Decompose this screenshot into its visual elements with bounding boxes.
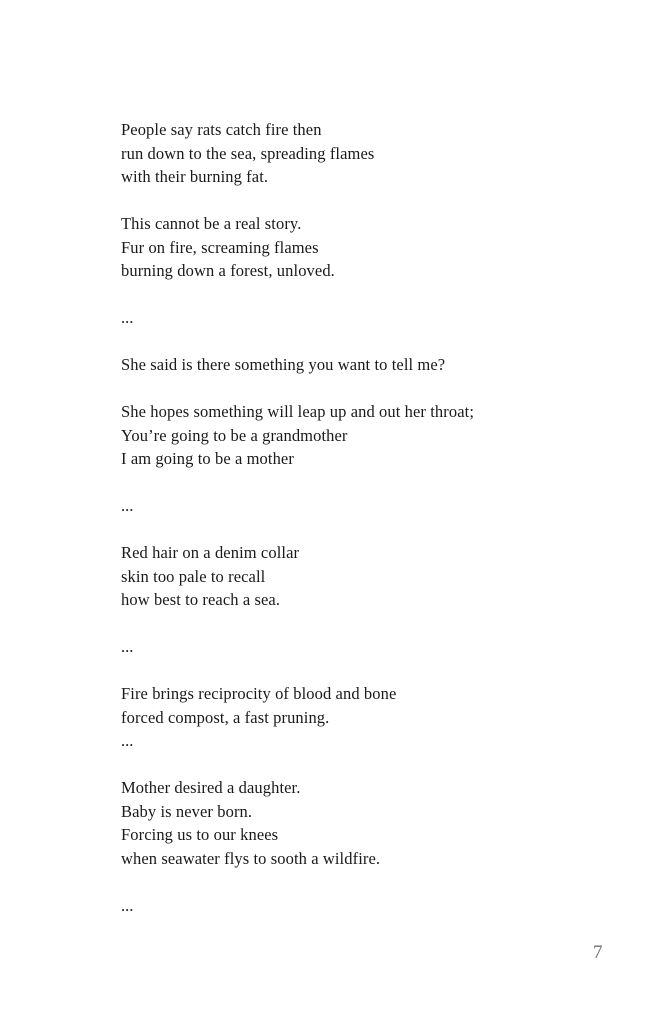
section-ellipsis: ... [121, 637, 134, 656]
poem-line: run down to the sea, spreading flames [121, 143, 375, 163]
poem-line: People say rats catch fire then [121, 120, 322, 139]
poem-line: Fire brings reciprocity of blood and bone [121, 684, 397, 703]
stanza-break [121, 283, 621, 307]
poem-line: I am going to be a mother [121, 449, 294, 468]
stanza-break [121, 377, 621, 401]
poem-line: This cannot be a real story. [121, 214, 302, 233]
stanza-break [121, 330, 621, 354]
poem-line: Forcing us to our knees [121, 825, 279, 844]
stanza-break [121, 659, 621, 683]
page-number: 7 [593, 942, 603, 963]
section-ellipsis: ... [121, 731, 134, 750]
poem-line: forced compost, a fast pruning. [121, 707, 330, 727]
poem-line: how best to reach a sea. [121, 590, 281, 609]
poem-line: skin too pale to recall [121, 566, 266, 586]
stanza-break [121, 471, 621, 495]
poem-line: Fur on fire, screaming flames [121, 237, 319, 257]
poem-line: She said is there something you want to tell me? [121, 355, 446, 374]
section-ellipsis: ... [121, 496, 134, 515]
section-ellipsis: ... [121, 308, 134, 327]
poem-line: with their burning fat. [121, 167, 269, 186]
poem-line: Red hair on a denim collar [121, 543, 300, 562]
poem-line: Mother desired a daughter. [121, 778, 301, 797]
stanza-break [121, 753, 621, 777]
poem-line: when seawater flys to sooth a wildfire. [121, 848, 381, 868]
section-ellipsis: ... [121, 895, 134, 915]
poem-line: You’re going to be a grandmother [121, 425, 348, 445]
stanza-break [121, 612, 621, 636]
poem-body [121, 118, 621, 917]
poem-line: Baby is never born. [121, 801, 253, 821]
poem-line: burning down a forest, unloved. [121, 261, 335, 280]
stanza-break [121, 870, 621, 894]
poem-line: She hopes something will leap up and out her throat; [121, 402, 475, 421]
stanza-break [121, 518, 621, 542]
stanza-break [121, 189, 621, 213]
